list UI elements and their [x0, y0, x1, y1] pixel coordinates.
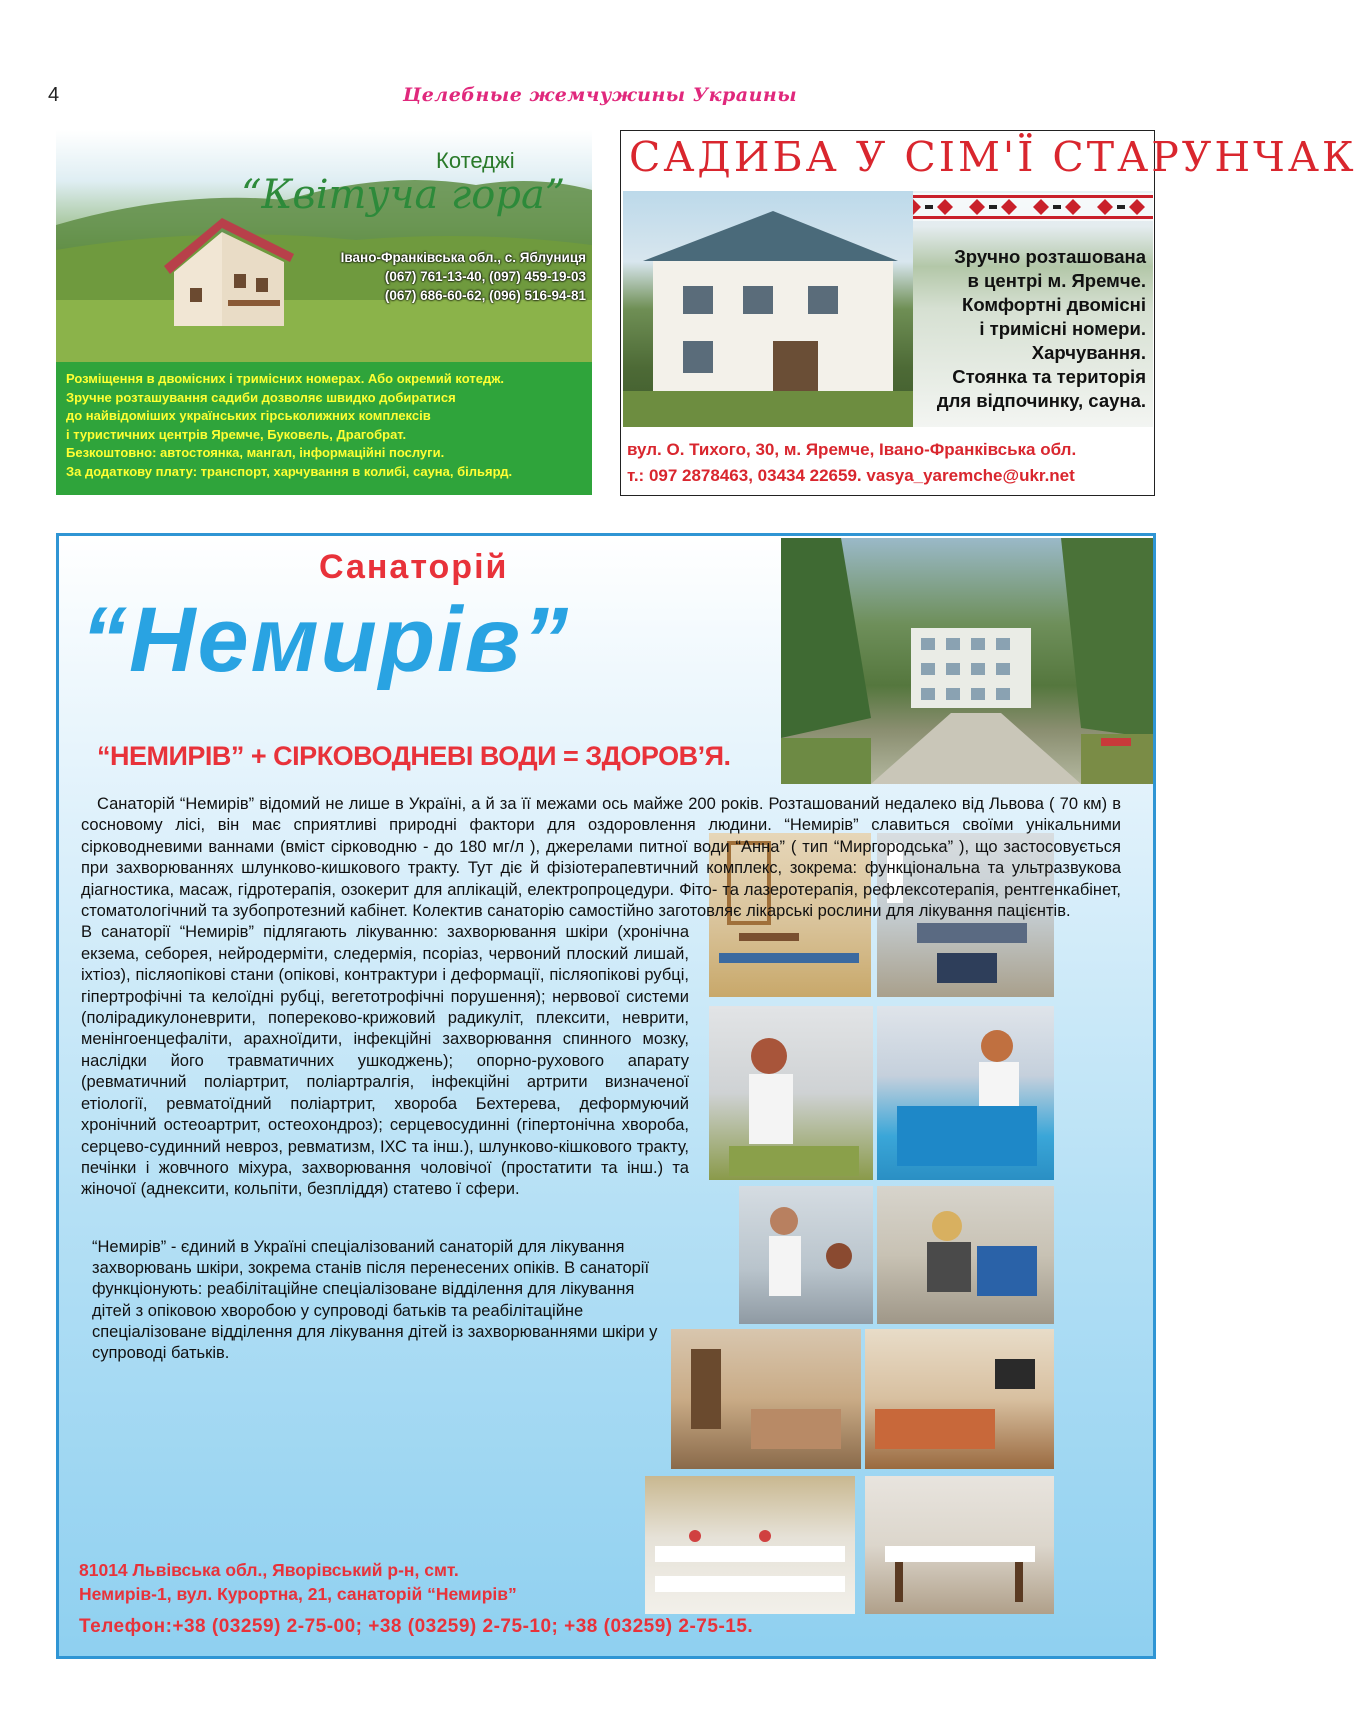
- features-list: [937, 245, 1146, 413]
- contacts-line: т.: 097 2878463, 03434 22659. vasya_yaremche@ukr.net: [627, 466, 1075, 485]
- phone-line: (067) 761-13-40, (097) 459-19-03: [384, 269, 586, 284]
- feature-line: Комфортні двомісні: [962, 294, 1146, 315]
- detail-line: Зручне розташування садиби дозволяє швидко добиратися: [66, 389, 456, 405]
- detail-line: За додаткову плату: транспорт, харчування в колибі, сауна, більярд.: [66, 463, 513, 479]
- ad-sanatorium-nemyriv: [56, 533, 1156, 1659]
- ad-title: САДИБА У СІМ'Ї СТАРУНЧАК: [629, 133, 1357, 181]
- sanatorium-name: “Немирів”: [81, 589, 571, 691]
- feature-line: Харчування.: [1031, 342, 1146, 363]
- procedure-room-photo: [877, 1186, 1054, 1324]
- specialization-text: [92, 1237, 670, 1364]
- contact-block: [627, 437, 1076, 489]
- dining-hall-photo: [645, 1476, 855, 1614]
- paragraph-overview: Санаторій “Немирів” відомий не лише в Україні, а й за її межами ось майже 200 років. Розташований недалеко від Львова ( 70 км) в сосновому лісі, він має сприятливі природні фактори для оздоровлення людини. “Немирів” славиться своїми унікальними сірководневими ваннами (вміст сірководню - до 180 мг/л ), джерелами питної води “Анна” ( тип “Миргородська” ), що застосовується при захворюваннях шлунково-кишкового тракту. Тут діє й фізіотерапевтичний комплекс, зокрема: функціональна та ультразвукова діагностика, масаж, гідротерапія, озокерит для аплікацій, електропроцедури. Фіто- та лазеротерапія, рефлексотерапія, рентгенкабінет, стоматологічний та зубопротезний кабінет. Колектив санаторію самостійно заготовляє лікарські рослини для лікування пацієнтів.: [81, 795, 1121, 921]
- detail-line: і туристичних центрів Яремче, Буковель, Драгобрат.: [66, 426, 407, 442]
- address-line: вул. О. Тихого, 30, м. Яремче, Івано-Франківська обл.: [627, 440, 1077, 459]
- address-block: [79, 1558, 517, 1606]
- description-text: [81, 794, 1121, 1201]
- address-line: 81014 Львівська обл., Яворівський р-н, смт.: [79, 1560, 459, 1580]
- guesthouse-photo: [623, 191, 913, 427]
- feature-line: в центрі м. Яремче.: [967, 270, 1146, 291]
- hotel-room-photo-1: [671, 1329, 861, 1469]
- address-line: Івано-Франківська обл., с. Яблуниця: [340, 250, 586, 265]
- ad-kvitucha-hora: [56, 130, 592, 495]
- sanatorium-label: Санаторій: [319, 548, 509, 586]
- feature-line: для відпочинку, сауна.: [936, 390, 1146, 411]
- ad-starunchak: [620, 130, 1357, 496]
- address-line: Немирів-1, вул. Курортна, 21, санаторій “Немирів”: [79, 1584, 517, 1604]
- paragraph-specialization: “Немирів” - єдиний в Україні спеціалізований санаторій для лікування захворювань шкіри, зокрема станів після перенесених опіків. В санаторії функціонують: реабілітаційне спеціалізоване відділення для лікування дітей з опіковою хворобою у супроводі батьків та реабілітаційне спеціалізоване відділення для лікування дітей із захворюваннями шкіри у супроводі батьків.: [92, 1238, 658, 1363]
- detail-line: до найвідоміших українських гірськолижних комплексів: [66, 408, 431, 423]
- detail-line: Безкоштовно: автостоянка, мангал, інформаційні послуги.: [66, 445, 445, 460]
- brand-subtitle: Котеджі: [436, 148, 515, 173]
- feature-line: і тримісні номери.: [979, 318, 1146, 339]
- contact-block: [341, 248, 586, 305]
- details-list: [66, 370, 512, 481]
- feature-line: Стоянка та територія: [952, 366, 1146, 387]
- page-number: 4: [48, 84, 60, 106]
- slogan: “НЕМИРІВ” + СІРКОВОДНЕВІ ВОДИ = ЗДОРОВ’Я.: [97, 741, 731, 771]
- dining-room-photo: [865, 1476, 1054, 1614]
- feature-line: Зручно розташована: [954, 246, 1146, 267]
- hotel-room-photo-2: [865, 1329, 1054, 1469]
- embroidery-ornament: [897, 193, 1153, 221]
- brand-name: “Квітуча гора”: [241, 172, 566, 218]
- therapy-session-photo: [739, 1186, 873, 1324]
- paragraph-treatments: В санаторії “Немирів” підлягають лікуванню: захворювання шкіри (хронічна екзема, себорея, нейродерміти, следермія, псоріаз, червоний плоский лишай, іхтіоз), післяопікові стани (опікові, контрактури і деформації, післяопікові рубці, гіпертрофічні та келоїдні рубці, вегетотрофічні порушення); нервової системи (полірадикулоневрити, попереково-крижовий радикуліт, плексити, неврити, менінгоенцефаліти, арахноїдити, інфекційні захворювання спинного мозку, наслідки його травматичних ушкоджень); опорно-рухового апарату (ревматичний поліартрит, поліартралгія, інфекційні артрити визначеної етіології, ревматоїдний поліартрит, хвороба Бехтерева, деформуючий хронічний остеоартрит, остеохондроз); серцевосудинні (гіпертонічна хвороба, серцево-судинний невроз, ревматизм, ІХС та інш.), шлунково-кішкового тракту, печінки і жовчного міхура, захворювання чоловічої (простатити та інш.) та жіночої (аднексити, кольпіти, безпліддя) статево ї сфери.: [81, 923, 689, 1199]
- cottage-house-image: [164, 218, 294, 326]
- sanatorium-building-photo: [781, 538, 1153, 784]
- phone-numbers: Телефон:+38 (03259) 2-75-00; +38 (03259) 2-75-10; +38 (03259) 2-75-15.: [79, 1616, 754, 1637]
- phone-line: (067) 686-60-62, (096) 516-94-81: [384, 288, 586, 303]
- page-header: Целебные жемчужины Украины: [402, 84, 798, 106]
- detail-line: Розміщення в двомісних і тримісних номерах. Або окремий котедж.: [66, 371, 505, 386]
